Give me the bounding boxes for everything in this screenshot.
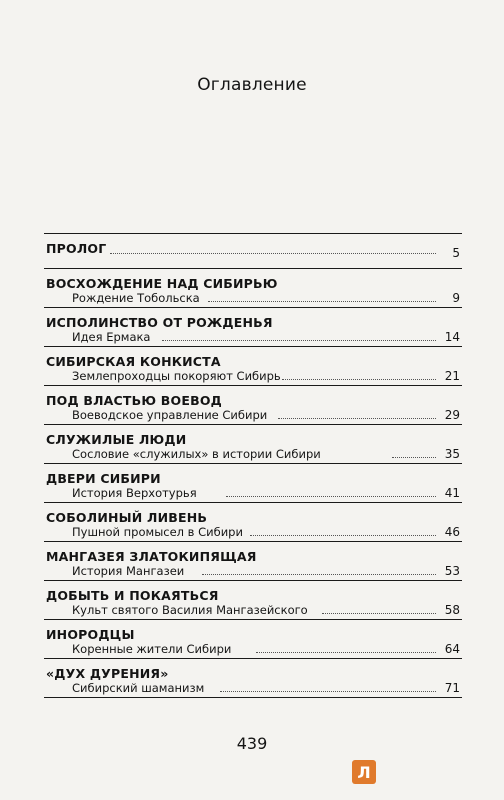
toc-chapter [44,542,462,581]
chapter-title: ИНОРОДЦЫ [46,627,135,642]
leader-dots [282,379,436,380]
leader-dots [256,652,436,653]
chapter-page: 71 [444,681,460,695]
chapter-subtitle: Рождение Тобольска [72,291,200,305]
chapter-page: 41 [444,486,460,500]
chapter-page: 58 [444,603,460,617]
toc-chapter [44,347,462,386]
toc-chapter [44,620,462,659]
page-title: Оглавление [197,75,307,95]
leader-dots [392,457,436,458]
chapter-page: 53 [444,564,460,578]
chapter-title: МАНГАЗЕЯ ЗЛАТОКИПЯЩАЯ [46,549,257,564]
chapter-title: СИБИРСКАЯ КОНКИСТА [46,354,221,369]
chapter-subtitle: Сословие «служилых» в истории Сибири [72,447,321,461]
toc-chapter [44,425,462,464]
chapter-title: ИСПОЛИНСТВО ОТ РОЖДЕНЬЯ [46,315,273,330]
prolog-page: 5 [452,246,460,260]
chapter-title: «ДУХ ДУРЕНИЯ» [46,666,169,681]
chapter-title: СОБОЛИНЫЙ ЛИВЕНЬ [46,510,208,525]
leader-dots [278,418,436,419]
chapter-subtitle: Коренные жители Сибири [72,642,232,656]
chapter-page: 35 [444,447,460,461]
chapter-page: 46 [444,525,460,539]
chapter-title: ДВЕРИ СИБИРИ [46,471,161,486]
leader-dots [226,496,436,497]
chapter-page: 21 [444,369,460,383]
chapter-subtitle: История Верхотурья [72,486,197,500]
chapter-page: 9 [452,291,460,305]
logo-letter: Л [357,762,371,782]
prolog-title: ПРОЛОГ [46,241,107,256]
toc-chapter [44,269,462,308]
leader-dots [322,613,436,614]
chapter-page: 64 [444,642,460,656]
chapter-subtitle: Пушной промысел в Сибири [72,525,243,539]
page-number: 439 [236,734,268,753]
toc-prolog [44,234,462,269]
toc-chapter [44,386,462,425]
toc-chapter [44,503,462,542]
leader-dots [162,340,436,341]
leader-dots [202,574,436,575]
chapter-subtitle: Землепроходцы покоряют Сибирь [72,369,281,383]
chapter-subtitle: История Мангазеи [72,564,185,578]
toc-chapter [44,659,462,698]
chapter-title: СЛУЖИЛЫЕ ЛЮДИ [46,432,187,447]
publisher-logo-icon [352,760,376,784]
chapter-subtitle: Воеводское управление Сибири [72,408,268,422]
leader-dots [110,253,436,254]
toc-chapter [44,308,462,347]
leader-dots [250,535,436,536]
chapter-page: 14 [444,330,460,344]
toc-chapter [44,464,462,503]
chapter-title: ВОСХОЖДЕНИЕ НАД СИБИРЬЮ [46,276,278,291]
leader-dots [220,691,436,692]
chapter-subtitle: Идея Ермака [72,330,151,344]
leader-dots [208,301,436,302]
chapter-subtitle: Культ святого Василия Мангазейского [72,603,308,617]
toc-chapter [44,581,462,620]
table-of-contents [44,233,462,698]
chapter-title: ПОД ВЛАСТЬЮ ВОЕВОД [46,393,222,408]
chapter-page: 29 [444,408,460,422]
chapter-title: ДОБЫТЬ И ПОКАЯТЬСЯ [46,588,219,603]
chapter-subtitle: Сибирский шаманизм [72,681,205,695]
